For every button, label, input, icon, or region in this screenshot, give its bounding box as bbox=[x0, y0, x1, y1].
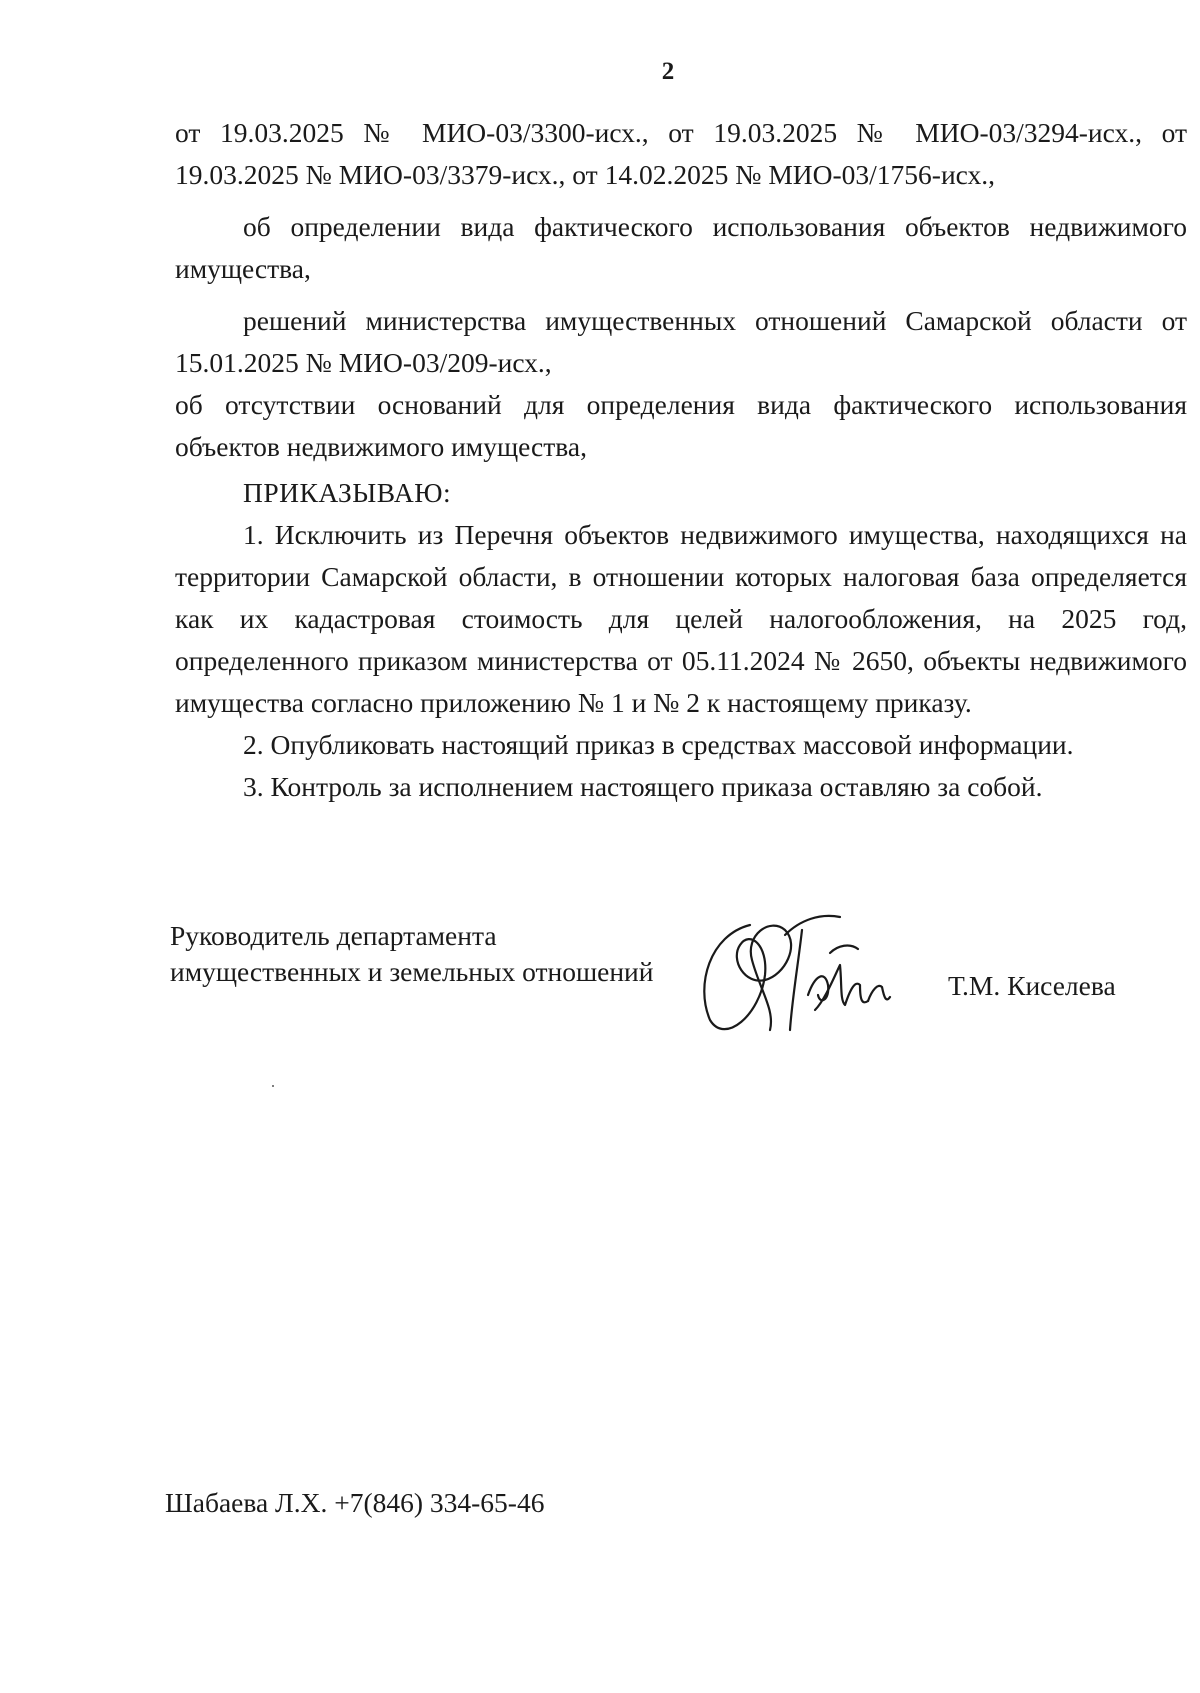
signatory-position-line-1: Руководитель департамента bbox=[170, 920, 497, 951]
signatory-position bbox=[170, 918, 653, 990]
order-item-1: 1. Исключить из Перечня объектов недвижимого имущества, находящихся на территории Самарской области, в отношении которых налоговая база определяется как их кадастровая стоимость для целей налогообложения, на 2025 год, определенного приказом министерства от 05.11.2024 № 2650, объекты недвижимого имущества согласно приложению № 1 и № 2 к настоящему приказу. bbox=[175, 519, 1187, 718]
paragraph-determination: об определении вида фактического использования объектов недвижимого имущества, bbox=[175, 211, 1187, 284]
signatory-name: Т.М. Киселева bbox=[948, 970, 1116, 1001]
document-body bbox=[175, 112, 1187, 808]
contact-line: Шабаева Л.Х. +7(846) 334-65-46 bbox=[165, 1487, 545, 1518]
order-item-3: 3. Контроль за исполнением настоящего приказа оставляю за собой. bbox=[243, 771, 1043, 802]
paragraph-no-grounds: об отсутствии оснований для определения вида фактического использования объектов недвижимого имущества, bbox=[175, 389, 1187, 462]
signatory-position-line-2: имущественных и земельных отношений bbox=[170, 956, 654, 987]
order-item-2: 2. Опубликовать настоящий приказ в средствах массовой информации. bbox=[243, 729, 1074, 760]
handwritten-signature bbox=[690, 905, 930, 1045]
paragraph-letters-list: от 19.03.2025 № МИО-03/3300-исх., от 19.03.2025 № МИО-03/3294-исх., от 19.03.2025 № МИО-03/3379-исх., от 14.02.2025 № МИО-03/1756-исх., bbox=[175, 117, 1187, 190]
page-number: 2 bbox=[661, 58, 675, 85]
order-heading: ПРИКАЗЫВАЮ: bbox=[243, 477, 452, 508]
paragraph-ministry-decisions: решений министерства имущественных отношений Самарской области от 15.01.2025 № МИО-03/209-исх., bbox=[175, 305, 1187, 378]
stray-mark bbox=[272, 1085, 274, 1087]
